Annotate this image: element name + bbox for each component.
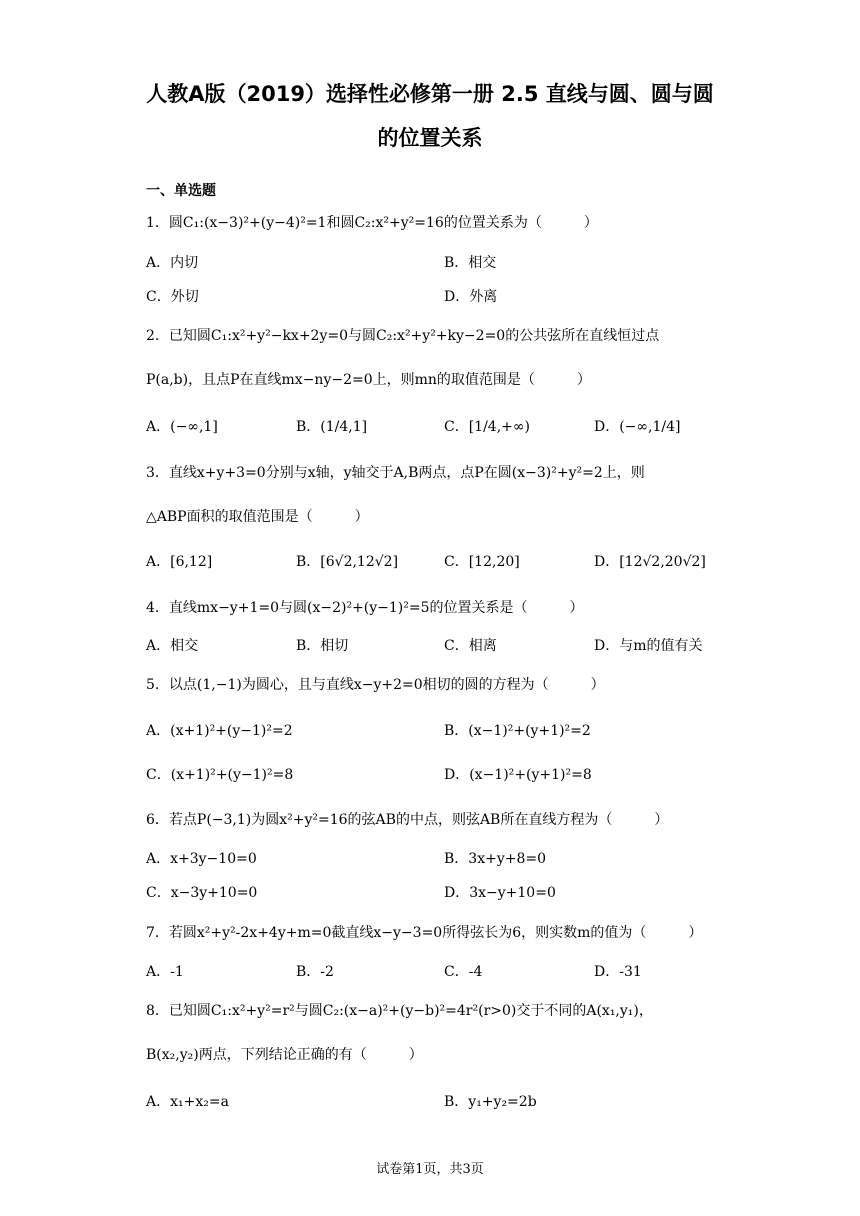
question-8-stem-line-1: 8．已知圆C₁:x²+y²=r²与圆C₂:(x−a)²+(y−b)²=4r²(r>0)交于不同的A(x₁,y₁)， [146,1003,653,1019]
question-3-stem-line-1: 3．直线x+y+3=0分别与x轴，y轴交于A,B两点，点P在圆(x−3)²+y²=2上，则 [146,465,645,481]
q1-option-b: B．相交 [444,255,497,271]
page-footer: 试卷第1页，共3页 [376,1162,484,1177]
question-8-stem-line-2: B(x₂,y₂)两点，下列结论正确的有（ ） [146,1047,423,1063]
question-2-stem-line-2: P(a,b)，且点P在直线mx−ny−2=0上，则mn的取值范围是（ ） [146,372,591,388]
q4-option-d: D．与m的值有关 [594,638,703,654]
q7-option-a: A．-1 [146,964,184,980]
q8-option-a: A．x₁+x₂=a [146,1094,229,1110]
q5-option-a: A．(x+1)²+(y−1)²=2 [146,723,293,739]
q3-option-c: C．[12,20] [444,554,520,570]
question-3-stem-line-2: △ABP面积的取值范围是（ ） [146,509,369,525]
q5-option-c: C．(x+1)²+(y−1)²=8 [146,767,294,783]
q6-option-c: C．x−3y+10=0 [146,885,258,901]
q4-option-b: B．相切 [296,638,349,654]
question-2-stem-line-1: 2．已知圆C₁:x²+y²−kx+2y=0与圆C₂:x²+y²+ky−2=0的公共弦所在直线恒过点 [146,328,660,344]
q7-option-b: B．-2 [296,964,334,980]
page-title [80,72,780,160]
q5-option-d: D．(x−1)²+(y+1)²=8 [444,767,592,783]
title-line-1: 人教A版（2019）选择性必修第一册 2.5 直线与圆、圆与圆 [146,82,714,106]
question-7-stem: 7．若圆x²+y²-2x+4y+m=0截直线x−y−3=0所得弦长为6，则实数m的值为（ ） [146,925,703,941]
q8-option-b: B．y₁+y₂=2b [444,1094,537,1110]
q1-option-d: D．外离 [444,289,498,305]
q2-option-b: B．(1/4,1] [296,419,368,435]
question-1-stem: 1．圆C₁:(x−3)²+(y−4)²=1和圆C₂:x²+y²=16的位置关系为（ ） [146,215,598,231]
question-5-stem: 5．以点(1,−1)为圆心，且与直线x−y+2=0相切的圆的方程为（ ） [146,677,605,693]
q2-option-a: A．(−∞,1] [146,419,218,435]
q1-option-a: A．内切 [146,255,199,271]
q3-option-b: B．[6√2,12√2] [296,554,399,570]
q3-option-d: D．[12√2,20√2] [594,554,706,570]
q6-option-b: B．3x+y+8=0 [444,851,547,867]
section-heading: 一、单选题 [146,183,216,199]
q7-option-c: C．-4 [444,964,483,980]
q5-option-b: B．(x−1)²+(y+1)²=2 [444,723,591,739]
q6-option-d: D．3x−y+10=0 [444,885,556,901]
title-line-2: 的位置关系 [377,126,483,150]
q6-option-a: A．x+3y−10=0 [146,851,257,867]
q4-option-a: A．相交 [146,638,199,654]
q2-option-c: C．[1/4,+∞) [444,419,531,435]
question-4-stem: 4．直线mx−y+1=0与圆(x−2)²+(y−1)²=5的位置关系是（ ） [146,600,584,616]
q1-option-c: C．外切 [146,289,199,305]
q2-option-d: D．(−∞,1/4] [594,419,681,435]
q7-option-d: D．-31 [594,964,642,980]
question-6-stem: 6．若点P(−3,1)为圆x²+y²=16的弦AB的中点，则弦AB所在直线方程为（ ） [146,812,669,828]
q3-option-a: A．[6,12] [146,554,213,570]
q4-option-c: C．相离 [444,638,497,654]
